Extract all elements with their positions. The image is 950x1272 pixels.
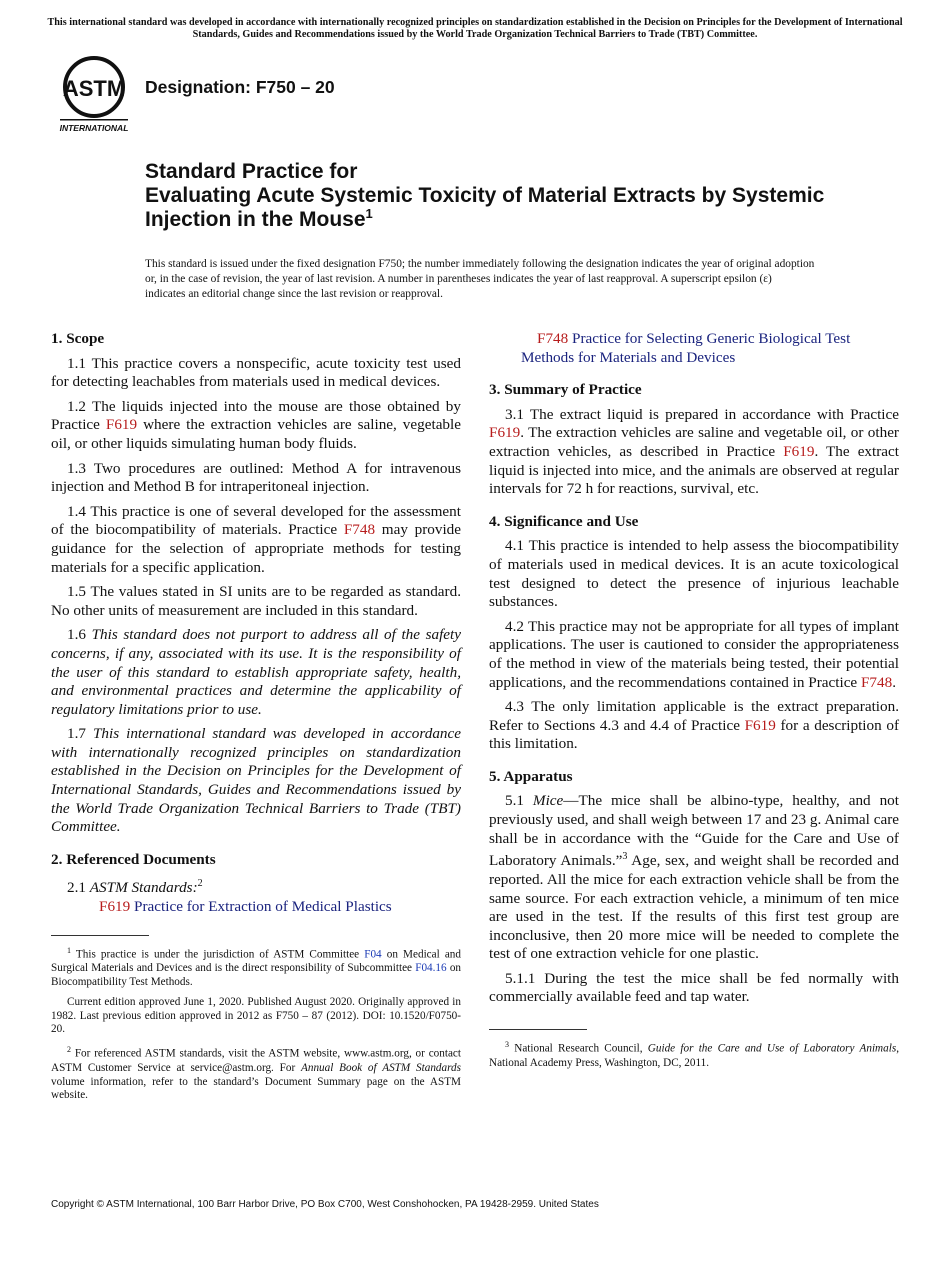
para-4-2: 4.2 This practice may not be appropriate for all types of implant applications. The user is cautioned to consider the appropriateness of the method in view of the materials being tested, their potential applications, and the recommendations contained in Practice F748. (489, 617, 899, 691)
para-5-1: 5.1 Mice—The mice shall be albino-type, healthy, and not previously used, and shall weigh between 17 and 23 g. Animal care shall be in accordance with the “Guide for the Care and Use of Laboratory Animals.”$^3$ Age, sex, and weight shall be recorded and reported. All the mice for each extraction vehicle shall be from the same source. For each extraction vehicle, a minimum of ten mice are used in the test. If the results of this first test group are inconclusive, then 20 more mice will be needed to complete the test of one extraction vehicle for one plastic. (489, 792, 899, 963)
para-4-1: 4.1 This practice is intended to help assess the biocompatibility of materials used in medical devices. It is an acute toxicological test designed to detect the presence of injurious leachable substances. (489, 537, 899, 611)
title-line-1: Standard Practice for (145, 160, 358, 183)
section-heading-significance: 4. Significance and Use (489, 512, 639, 530)
issued-note: This standard is issued under the fixed designation F750; the number immediately following the designation indicates the year of original adoption or, in the case of revision, the year of last revision. A number in parentheses indicates the year of last reapproval. A superscript epsilon (ε) indicates an editorial change since the last revision or reapproval. (145, 258, 815, 300)
right-column (489, 330, 899, 1076)
copyright-footer: Copyright © ASTM International, 100 Barr Harbor Drive, PO Box C700, West Conshohocken, PA 19428-2959. United States (51, 1199, 599, 1210)
footnote-1-edition: Current edition approved June 1, 2020. Published August 2020. Originally approved in 1982. Last previous edition approved in 2012 as F750 – 87 (2012). DOI: 10.1520/F0750-20. (51, 995, 461, 1036)
para-1-2: 1.2 The liquids injected into the mouse are those obtained by Practice F619 where the extraction vehicles are saline, vegetable oil, or other liquids simulating human body fluids. (51, 397, 461, 452)
ref-entry-f748[interactable]: F748 Practice for Selecting Generic Biological Test Methods for Materials and Devices (521, 330, 851, 366)
astm-logo (52, 55, 136, 135)
para-1-1: 1.1 This practice covers a nonspecific, acute toxicity test used for detecting leachables from materials used in medical devices. (51, 354, 461, 391)
footnote-rule (51, 935, 149, 936)
para-1-4: 1.4 This practice is one of several developed for the assessment of the biocompatibility of materials. Practice F748 may provide guidance for the selection of appropriate methods for testing materials for a specific application. (51, 502, 462, 576)
section-heading-apparatus: 5. Apparatus (489, 767, 573, 785)
footnote-2: $^2$ For referenced ASTM standards, visit the ASTM website, www.astm.org, or contact ASTM Customer Service at service@astm.org. For Annual Book of ASTM Standards volume information, refer to the standard’s Document Summary page on the ASTM website. (51, 1045, 461, 1102)
ref-entry-f619[interactable]: F619 Practice for Extraction of Medical Plastics (99, 898, 392, 916)
svg-text:ASTM: ASTM (62, 76, 126, 101)
footnote-3: $^3$ National Research Council, Guide for the Care and Use of Laboratory Animals, National Academy Press, Washington, DC, 2011. (489, 1040, 899, 1069)
title-main: Evaluating Acute Systemic Toxicity of Material Extracts by Systemic Injection in the Mouse (145, 184, 825, 231)
designation: Designation: F750 – 20 (145, 77, 335, 97)
para-5-1-1: 5.1.1 During the test the mice shall be fed normally with commercially available feed and tap water. (489, 969, 899, 1006)
left-column (51, 330, 461, 1109)
section-heading-summary: 3. Summary of Practice (489, 381, 642, 399)
para-3-1: 3.1 The extract liquid is prepared in accordance with Practice F619. The extraction vehicles are saline and vegetable oil, or other extraction vehicles, as described in Practice F619. The extract liquid is injected into mice, and the animals are observed at regular intervals for 72 h for reactions, survival, etc. (489, 405, 900, 498)
para-1-5: 1.5 The values stated in SI units are to be regarded as standard. No other units of measurement are included in this standard. (51, 583, 461, 619)
para-1-7: 1.7 This international standard was developed in accordance with internationally recognized principles on standardization established in the Decision on Principles for the Development of International Standards, Guides and Recommendations issued by the World Trade Organization Technical Barriers to Trade (TBT) Committee. (51, 725, 462, 836)
subcommittee-link[interactable]: F04.16 (415, 962, 447, 975)
section-heading-scope: 1. Scope (51, 330, 105, 347)
title-footnote-mark: 1 (365, 206, 373, 221)
para-1-3: 1.3 Two procedures are outlined: Method A for intravenous injection and Method B for intraperitoneal injection. (51, 459, 461, 496)
ref-link-f619[interactable]: F619 (105, 416, 138, 434)
para-1-6: 1.6 This standard does not purport to address all of the safety concerns, if any, associated with its use. It is the responsibility of the user of this standard to establish appropriate safety, health, and environmental practices and determine the applicability of regulatory limitations prior to use. (51, 626, 462, 718)
footnote-rule (489, 1029, 587, 1030)
committee-link[interactable]: F04 (364, 948, 382, 961)
section-heading-referenced: 2. Referenced Documents (51, 850, 216, 868)
ref-link-f748[interactable]: F748 (343, 521, 376, 539)
svg-text:INTERNATIONAL: INTERNATIONAL (59, 123, 129, 133)
para-2-1: 2.1 ASTM Standards:$^2$ (67, 878, 203, 897)
para-4-3: 4.3 The only limitation applicable is the extract preparation. Refer to Sections 4.3 and 4.4 of Practice F619 for a description of this limitation. (489, 698, 899, 753)
document-title (145, 160, 905, 232)
footnote-1: $^1$ This practice is under the jurisdiction of ASTM Committee F04 on Medical and Surgical Materials and Devices and is the direct responsibility of Subcommittee F04.16 on Biocompatibility Test Methods. (51, 945, 462, 989)
tbt-notice: This international standard was developed in accordance with internationally recognized principles on standardization established in the Decision on Principles for the Development of International Standards, Guides and Recommendations issued by the World Trade Organization Technical Barriers to Trade (TBT) Committee. (47, 17, 903, 40)
title-line-2 (145, 184, 905, 232)
